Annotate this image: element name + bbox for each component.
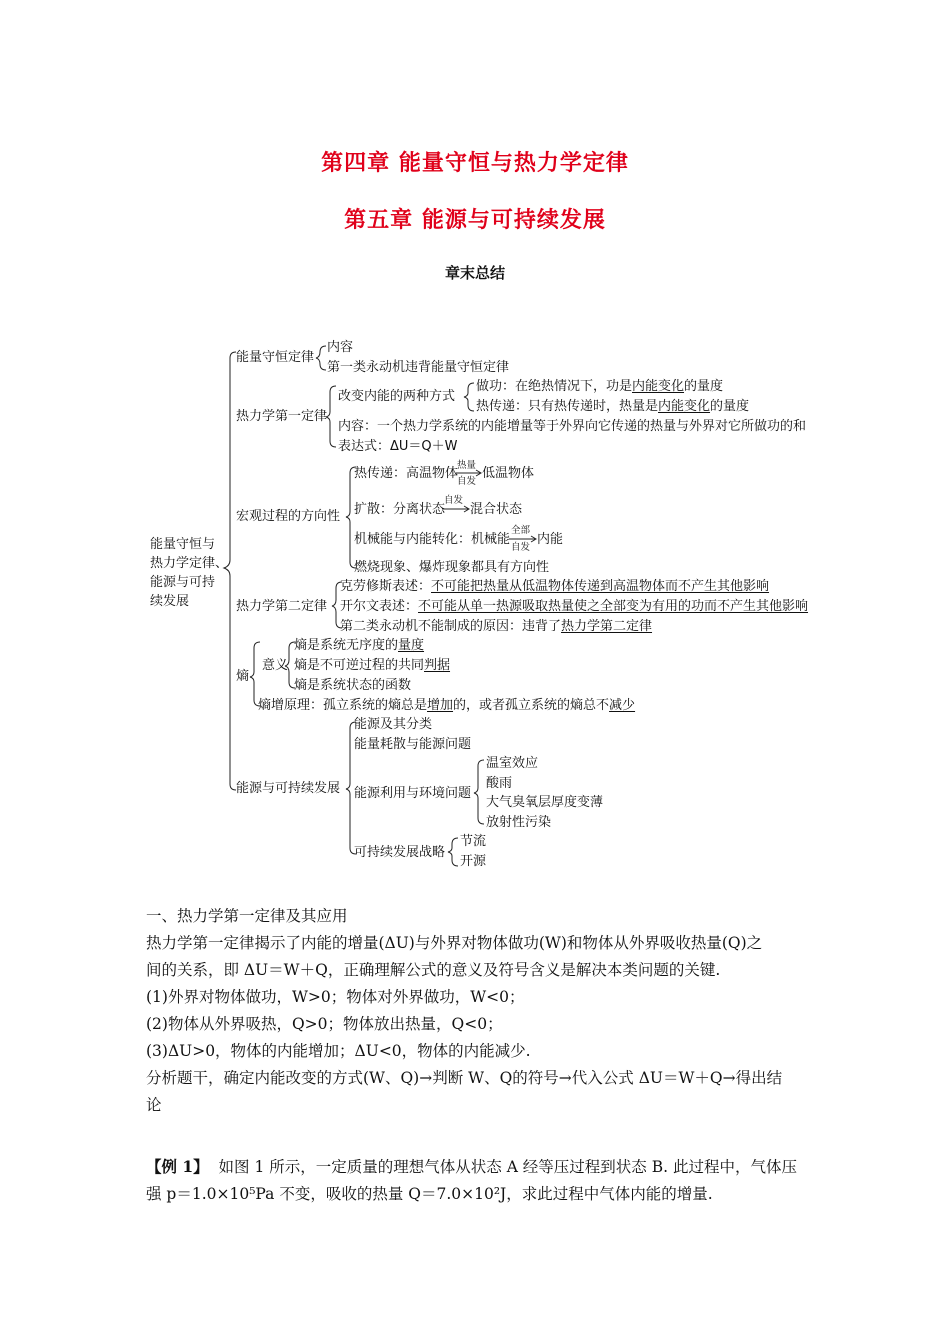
body-line-1: 热力学第一定律揭示了内能的增量(ΔU)与外界对物体做功(W)和物体从外界吸收热量(Q)之: [146, 934, 763, 952]
node-mech-a: 机械能与内能转化：机械能: [354, 532, 511, 547]
node-environment: 能源利用与环境问题: [354, 786, 472, 801]
example-label: 【例 1】: [146, 1157, 209, 1176]
arrow-label-heat: 热量: [457, 460, 477, 471]
mindmap-root-line3: 能源与可持: [150, 575, 216, 590]
node-direction: 宏观过程的方向性: [236, 509, 341, 524]
node-energy: 能源与可持续发展: [236, 781, 341, 796]
node-second-law: 热力学第二定律: [236, 599, 328, 614]
body-line-6: 分析题干，确定内能改变的方式(W、Q)→判断 W、Q的符号→代入公式 ΔU＝W＋Q→得出结: [146, 1069, 783, 1087]
node-env-4: 放射性污染: [486, 815, 552, 830]
chapter5-title: 第五章 能源与可持续发展: [344, 208, 606, 233]
node-burn: 燃烧现象、爆炸现象都具有方向性: [354, 560, 550, 575]
node-energy-conservation: 能量守恒定律: [236, 350, 315, 365]
summary-title: 章末总结: [444, 264, 505, 282]
node-diffusion-a: 扩散：分离状态: [354, 502, 446, 517]
node-clausius: 克劳修斯表述：不可能把热量从低温物体传递到高温物体而不产生其他影响: [340, 579, 770, 594]
node-perpetual-2: 第二类永动机不能制成的原因：违背了热力学第二定律: [340, 619, 653, 634]
mindmap-root-line4: 续发展: [150, 594, 190, 609]
body-line-5: (3)ΔU>0，物体的内能增加；ΔU<0，物体的内能减少.: [146, 1042, 531, 1060]
node-content: 内容: [327, 340, 354, 355]
arrow-label-all: 全部: [511, 525, 531, 536]
node-strategy-1: 节流: [460, 834, 487, 849]
body-line-3: (1)外界对物体做功，W>0；物体对外界做功，W<0；: [146, 988, 525, 1006]
mindmap-root-line1: 能量守恒与: [150, 537, 216, 552]
arrow-label-spontaneous-3: 自发: [511, 542, 531, 553]
node-expression: 表达式：ΔU＝Q＋W: [338, 439, 458, 454]
node-perpetual-1: 第一类永动机违背能量守恒定律: [327, 360, 510, 375]
arrow-label-spontaneous-2: 自发: [444, 495, 464, 506]
node-work: 做功：在绝热情况下，功是内能变化的量度: [476, 379, 724, 394]
example-line-2: 强 p＝1.0×10⁵Pa 不变，吸收的热量 Q＝7.0×10²J，求此过程中气体内能的增量.: [146, 1185, 713, 1203]
chapter4-title: 第四章 能量守恒与热力学定律: [321, 151, 629, 176]
node-first-law-content: 内容：一个热力学系统的内能增量等于外界向它传递的热量与外界对它所做功的和: [338, 419, 807, 434]
node-strategy-2: 开源: [460, 854, 487, 869]
node-diffusion-b: 混合状态: [470, 502, 523, 517]
body-line-4: (2)物体从外界吸热，Q>0；物体放出热量，Q<0；: [146, 1015, 503, 1033]
node-energy-classes: 能源及其分类: [354, 717, 433, 732]
node-entropy: 熵: [236, 669, 250, 684]
node-first-law: 热力学第一定律: [236, 409, 328, 424]
section-heading: 一、热力学第一定律及其应用: [146, 907, 348, 925]
node-meaning: 意义: [262, 658, 289, 673]
body-line-7: 论: [146, 1096, 162, 1114]
node-entropy-m1: 熵是系统无序度的量度: [294, 638, 425, 653]
node-kelvin: 开尔文表述：不可能从单一热源吸取热量使之全部变为有用的功而不产生其他影响: [340, 599, 809, 614]
node-entropy-increase: 熵增原理：孤立系统的熵总是增加的，或者孤立系统的熵总不减少: [258, 698, 636, 713]
node-strategy: 可持续发展战略: [354, 845, 446, 860]
node-heat-direction-a: 热传递：高温物体: [354, 466, 459, 481]
node-env-2: 酸雨: [486, 776, 513, 791]
node-energy-dissipation: 能量耗散与能源问题: [354, 737, 472, 752]
node-env-1: 温室效应: [486, 756, 539, 771]
node-two-methods: 改变内能的两种方式: [338, 389, 456, 404]
mindmap-root-line2: 热力学定律、: [150, 556, 229, 571]
node-heat-direction-b: 低温物体: [482, 466, 535, 481]
node-entropy-m3: 熵是系统状态的函数: [294, 678, 412, 693]
arrow-label-spontaneous-1: 自发: [457, 476, 477, 487]
node-entropy-m2: 熵是不可逆过程的共同判据: [294, 658, 451, 673]
example-line-1: 【例 1】 如图 1 所示，一定质量的理想气体从状态 A 经等压过程到状态 B. 此过程中，气体压: [146, 1157, 797, 1176]
body-line-2: 间的关系，即 ΔU＝W＋Q，正确理解公式的意义及符号含义是解决本类问题的关键.: [146, 961, 721, 979]
node-mech-b: 内能: [537, 532, 564, 547]
node-heat-transfer: 热传递：只有热传递时，热量是内能变化的量度: [476, 399, 750, 414]
node-env-3: 大气臭氧层厚度变薄: [486, 795, 604, 810]
